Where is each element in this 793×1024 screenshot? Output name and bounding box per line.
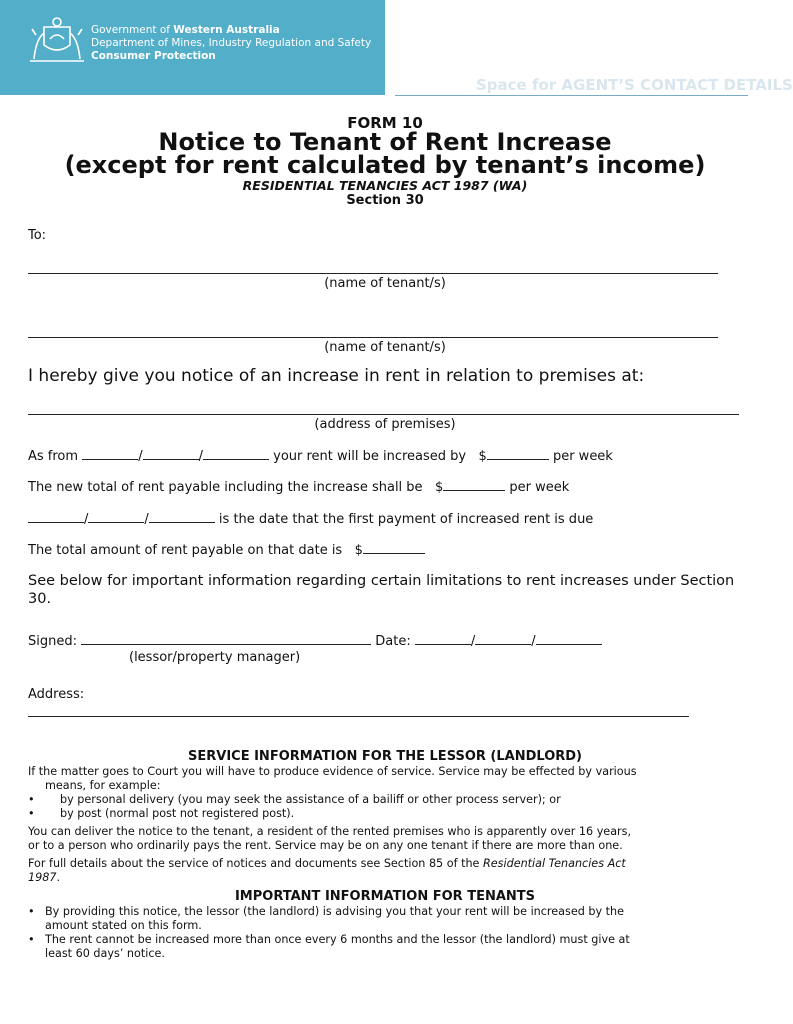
signature-blank[interactable] bbox=[81, 633, 371, 645]
new-total-text: The new total of rent payable including the increase shall be bbox=[28, 480, 423, 495]
bullet-icon: • bbox=[28, 933, 35, 946]
dollar-sign: $ bbox=[434, 480, 444, 495]
total-on-date-text: The total amount of rent payable on that date is bbox=[28, 543, 343, 558]
payment-year-blank[interactable] bbox=[149, 511, 215, 523]
service-para1-line2: means, for example: bbox=[45, 779, 161, 792]
service-para2-line1: You can deliver the notice to the tenant, a resident of the rented premises who is apparently over 16 years, bbox=[28, 825, 632, 838]
service-bullet-2: by post (normal post not registered post). bbox=[60, 807, 295, 820]
as-from-day-blank[interactable] bbox=[82, 448, 138, 460]
service-info-heading: SERVICE INFORMATION FOR THE LESSOR (LANDLORD) bbox=[188, 749, 582, 764]
per-week-label: per week bbox=[509, 480, 570, 495]
total-on-date-row bbox=[28, 542, 425, 558]
bullet-icon: • bbox=[28, 807, 35, 820]
sign-year-blank[interactable] bbox=[536, 633, 602, 645]
dollar-sign: $ bbox=[478, 449, 487, 464]
tenant-bullet-2-line1: The rent cannot be increased more than once every 6 months and the lessor (the landlord) must give at bbox=[45, 933, 630, 946]
total-amount-blank[interactable] bbox=[363, 542, 425, 554]
form-title-line2: (except for rent calculated by tenant’s income) bbox=[64, 151, 706, 179]
dollar-sign: $ bbox=[354, 543, 363, 558]
wa-crest-logo bbox=[26, 15, 88, 65]
address-caption: (address of premises) bbox=[314, 417, 456, 432]
first-payment-text: is the date that the first payment of increased rent is due bbox=[218, 512, 594, 527]
section-reference: Section 30 bbox=[346, 193, 424, 208]
as-from-label: As from bbox=[28, 449, 79, 464]
as-from-row: As from / / your rent will be increased by $ per week bbox=[28, 449, 613, 464]
tenant-info-heading: IMPORTANT INFORMATION FOR TENANTS bbox=[234, 889, 536, 904]
signature-row: Signed: Date: / / bbox=[28, 633, 602, 649]
lessor-address-line[interactable] bbox=[28, 716, 689, 717]
signed-label: Signed: bbox=[28, 634, 77, 649]
to-label: To: bbox=[28, 228, 47, 243]
payment-month-blank[interactable] bbox=[88, 511, 144, 523]
lessor-caption: (lessor/property manager) bbox=[129, 650, 301, 665]
act-name: RESIDENTIAL TENANCIES ACT 1987 (WA) bbox=[242, 178, 528, 193]
agent-contact-space: Space for AGENT’S CONTACT DETAILS bbox=[476, 76, 793, 94]
first-payment-row: / / is the date that the first payment of increased rent is due bbox=[28, 511, 593, 527]
address-label: Address: bbox=[28, 687, 85, 702]
tenant-caption-2: (name of tenant/s) bbox=[324, 340, 446, 355]
service-bullet-1: by personal delivery (you may seek the assistance of a bailiff or other process server); or bbox=[60, 793, 561, 806]
rent-increased-text: your rent will be increased by bbox=[273, 449, 467, 464]
agent-box-divider bbox=[395, 95, 748, 96]
payment-day-blank[interactable] bbox=[28, 511, 84, 523]
form-number: FORM 10 bbox=[347, 114, 423, 132]
sign-month-blank[interactable] bbox=[475, 633, 531, 645]
increase-amount-blank[interactable] bbox=[487, 448, 549, 460]
gov-line-3: Consumer Protection bbox=[91, 50, 216, 62]
gov-line-2: Department of Mines, Industry Regulation and Safety bbox=[91, 37, 372, 49]
premises-address-line[interactable] bbox=[28, 414, 739, 415]
government-banner bbox=[0, 0, 385, 95]
date-label: Date: bbox=[375, 634, 411, 649]
bullet-icon: • bbox=[28, 793, 35, 806]
tenant-name-line-1[interactable] bbox=[28, 273, 718, 274]
new-total-row bbox=[28, 479, 569, 495]
as-from-month-blank[interactable] bbox=[143, 448, 199, 460]
service-para1-line1: If the matter goes to Court you will have to produce evidence of service. Service may be effected by various bbox=[28, 765, 637, 778]
service-para3-line2: 1987. bbox=[28, 871, 61, 884]
tenant-name-line-2[interactable] bbox=[28, 337, 718, 338]
as-from-year-blank[interactable] bbox=[203, 448, 269, 460]
see-below-note: See below for important information regarding certain limitations to rent increases under Section 30. bbox=[28, 573, 735, 607]
service-para3-line1: For full details about the service of notices and documents see Section 85 of the Residential Tenancies Act bbox=[28, 857, 626, 870]
tenant-bullet-2-line2: least 60 days’ notice. bbox=[45, 947, 165, 960]
notice-sentence: I hereby give you notice of an increase in rent in relation to premises at: bbox=[28, 366, 645, 386]
tenant-bullet-1-line1: By providing this notice, the lessor (the landlord) is advising you that your rent will be increased by the bbox=[45, 905, 625, 918]
sign-day-blank[interactable] bbox=[415, 633, 471, 645]
form-title-line1: Notice to Tenant of Rent Increase bbox=[158, 128, 612, 156]
gov-line-1: Government of Western Australia bbox=[91, 24, 280, 36]
bullet-icon: • bbox=[28, 905, 35, 918]
service-para2-line2: or to a person who ordinarily pays the rent. Service may be on any one tenant if there are more than one. bbox=[28, 839, 623, 852]
new-total-amount-blank[interactable] bbox=[443, 479, 505, 491]
per-week-label: per week bbox=[552, 449, 613, 464]
tenant-bullet-1-line2: amount stated on this form. bbox=[45, 919, 202, 932]
tenant-caption-1: (name of tenant/s) bbox=[324, 276, 446, 291]
